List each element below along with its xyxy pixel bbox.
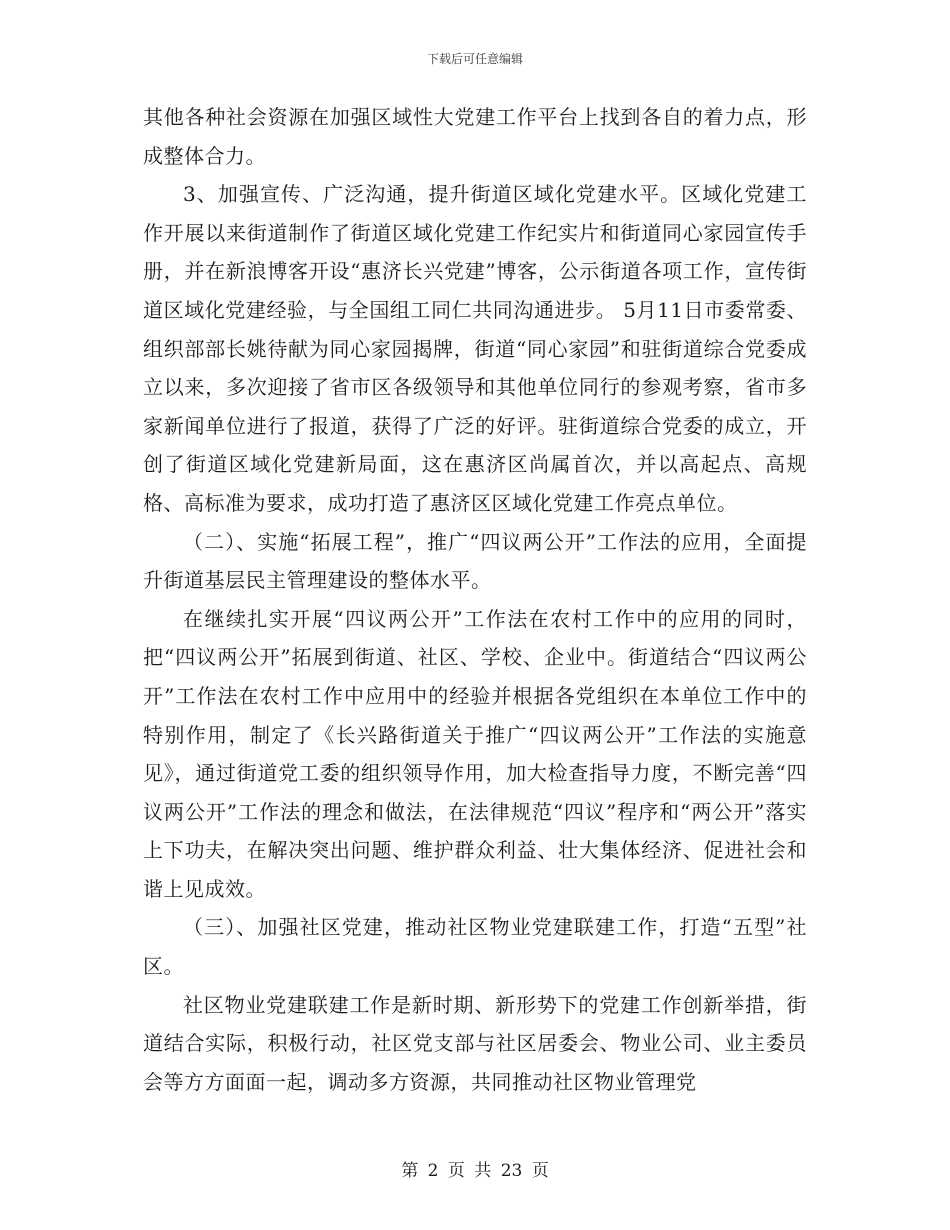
paragraph-2: 3、加强宣传、广泛沟通，提升街道区域化党建水平。区域化党建工作开展以来街道制作了街道区域化党建工作纪实片和街道同心家园宣传手册，并在新浪博客开设“惠济长兴党建”博客，公示街道各项工作，宣传街道区域化党建经验，与全国组工同仁共同沟通进步。 5月11日市委常委、组织部部长姚待献为同心家园揭牌，街道“同心家园”和驻街道综合党委成立以来，多次迎接了省市区各级领导和其他单位同行的参观考察，省市多家新闻单位进行了报道，获得了广泛的好评。驻街道综合党委的成立，开创了街道区域化党建新局面，这在惠济区尚属首次，并以高起点、高规格、高标准为要求，成功打造了惠济区区域化党建工作亮点单位。: [143, 182, 807, 515]
page-header: 下载后可任意编辑: [426, 52, 523, 66]
paragraph-1: 其他各种社会资源在加强区域性大党建工作平台上找到各自的着力点，形成整体合力。: [143, 105, 807, 168]
page-footer: 第 2 页 共 23 页: [401, 1161, 549, 1181]
paragraph-3: （二）、实施“拓展工程”，推广“四议两公开”工作法的应用，全面提升街道基层民主管理建设的整体水平。: [143, 529, 807, 593]
paragraph-6: 社区物业党建联建工作是新时期、新形势下的党建工作创新举措，街道结合实际，积极行动，社区党支部与社区居委会、物业公司、业主委员会等方方面面一起，调动多方资源，共同推动社区物业管理党: [143, 992, 807, 1094]
document-body: [143, 98, 807, 1101]
paragraph-4: 在继续扎实开展“四议两公开”工作法在农村工作中的应用的同时，把“四议两公开”拓展到街道、社区、学校、企业中。街道结合“四议两公开”工作法在农村工作中应用中的经验并根据各党组织在本单位工作中的特别作用，制定了《长兴路街道关于推广“四议两公开”工作法的实施意见》，通过街道党工委的组织领导作用，加大检查指导力度，不断完善“四议两公开”工作法的理念和做法，在法律规范“四议”程序和“两公开”落实上下功夫，在解决突出问题、维护群众利益、壮大集体经济、促进社会和谐上见成效。: [143, 606, 807, 901]
paragraph-5: （三）、加强社区党建，推动社区物业党建联建工作，打造“五型”社区。: [143, 915, 807, 979]
